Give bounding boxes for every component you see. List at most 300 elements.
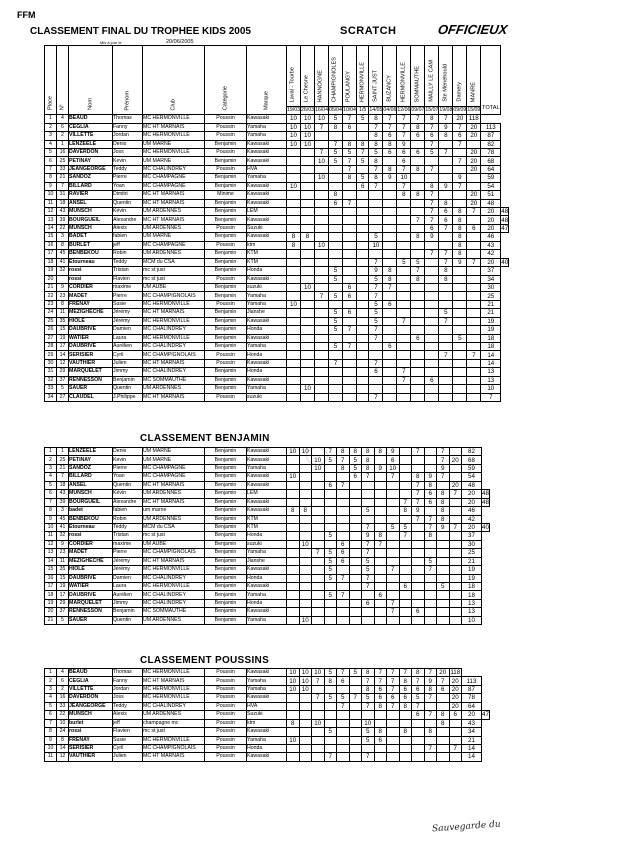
surname-cell: VAUTHIER — [69, 359, 113, 367]
table-row — [45, 448, 490, 456]
points-cell — [328, 283, 342, 291]
points-cell: 5 — [328, 309, 342, 317]
points-cell — [387, 540, 400, 548]
number-cell: 37 — [57, 608, 69, 616]
points-cell — [362, 515, 375, 523]
points-cell: 5 — [387, 523, 400, 531]
points-cell: 8 — [411, 123, 425, 131]
number-cell: 3 — [57, 507, 69, 515]
points-cell — [374, 549, 387, 557]
points-cell — [374, 481, 387, 489]
category-cell: Benjamin — [205, 464, 247, 472]
points-cell: 5 — [369, 309, 383, 317]
place-cell: 31 — [45, 368, 57, 376]
points-cell — [324, 473, 337, 481]
club-cell: MC HERMONVILLE — [143, 566, 205, 574]
club-cell: MC CHAMPAGNE — [143, 464, 205, 472]
points-cell: 10 — [287, 132, 301, 140]
surname-cell: MADET — [69, 292, 113, 300]
points-cell: 8 — [439, 199, 453, 207]
points-cell — [312, 566, 325, 574]
points-cell — [356, 385, 369, 393]
points-cell — [425, 317, 439, 325]
firstname-cell: fabien — [113, 233, 143, 241]
points-cell — [342, 376, 356, 384]
number-cell: 21 — [57, 464, 69, 472]
surname-cell: MARQUELET — [69, 599, 113, 607]
number-cell: 16 — [57, 694, 69, 702]
firstname-cell: jeff — [113, 241, 143, 249]
points-cell — [337, 685, 350, 693]
points-cell — [453, 385, 467, 393]
points-cell — [342, 317, 356, 325]
club-cell: MC CHAMPAGNE — [143, 473, 205, 481]
points-cell — [383, 191, 397, 199]
points-cell: 6 — [439, 208, 453, 216]
round-date: 16/04 — [314, 107, 328, 113]
points-cell — [437, 549, 450, 557]
club-cell: MC CHAMPIGNOLAIS — [143, 744, 205, 752]
points-cell: 8 — [362, 448, 375, 456]
points-cell: 5 — [369, 148, 383, 156]
points-cell: 6 — [424, 490, 437, 498]
surname-cell: BENBEKOU — [69, 515, 113, 523]
table-row — [45, 616, 490, 624]
surname-cell: DAVERDON — [69, 148, 113, 156]
points-cell: 5 — [425, 148, 439, 156]
date-label: Mis à jour le — [100, 40, 122, 45]
total-cell: 21 — [481, 309, 501, 317]
table-row — [45, 669, 490, 677]
points-cell: 8 — [337, 448, 350, 456]
brand-cell: LEM — [247, 208, 287, 216]
points-cell: 5 — [324, 694, 337, 702]
place-cell: 7 — [45, 498, 57, 506]
points-cell — [287, 702, 300, 710]
place-cell: 2 — [45, 456, 57, 464]
points-cell: 7 — [383, 115, 397, 123]
points-cell — [300, 326, 314, 334]
points-cell: 7 — [387, 677, 400, 685]
points-cell — [399, 448, 412, 456]
points-cell: 6 — [342, 292, 356, 300]
points-cell: 7 — [362, 702, 375, 710]
points-cell — [449, 540, 462, 548]
points-cell — [383, 309, 397, 317]
points-cell: 8 — [453, 216, 467, 224]
surname-cell: VILLETTE — [69, 685, 113, 693]
total-cell: 48 — [462, 481, 482, 489]
points-cell — [437, 540, 450, 548]
table-row — [45, 744, 490, 752]
points-cell: 5 — [362, 694, 375, 702]
firstname-cell: Yoan — [113, 182, 143, 190]
surname-cell: BOURGUEIL — [69, 216, 113, 224]
place-cell: 18 — [45, 591, 57, 599]
points-cell — [328, 351, 342, 359]
points-cell — [324, 608, 337, 616]
points-cell — [437, 481, 450, 489]
club-cell: MC HERMONVILLE — [143, 132, 205, 140]
points-cell — [342, 250, 356, 258]
firstname-cell: Kevin — [113, 157, 143, 165]
club-cell: champagne mc — [143, 719, 205, 727]
surname-cell: MEZIGHECHE — [69, 557, 113, 565]
points-cell — [374, 744, 387, 752]
surname-cell: HIOLE — [69, 566, 113, 574]
points-cell — [383, 208, 397, 216]
points-cell — [425, 343, 439, 351]
surname-cell: VAUTHIER — [69, 753, 113, 761]
points-cell — [425, 351, 439, 359]
points-cell — [312, 599, 325, 607]
points-cell — [397, 241, 411, 249]
points-cell — [337, 599, 350, 607]
points-cell: 5 — [439, 309, 453, 317]
points-cell — [412, 532, 425, 540]
total-cell: 13 — [481, 368, 501, 376]
points-cell — [437, 753, 450, 761]
place-cell: 32 — [45, 376, 57, 384]
firstname-cell: Alexis — [113, 711, 143, 719]
points-cell — [287, 275, 301, 283]
total-cell: 21 — [462, 736, 482, 744]
points-cell: 7 — [397, 368, 411, 376]
points-cell — [362, 608, 375, 616]
points-cell — [467, 182, 481, 190]
points-cell — [467, 275, 481, 283]
points-cell — [369, 343, 383, 351]
points-cell: 5 — [362, 557, 375, 565]
place-cell: 14 — [45, 557, 57, 565]
points-cell: 7 — [412, 481, 425, 489]
place-cell: 4 — [45, 140, 57, 148]
points-cell: 20 — [467, 199, 481, 207]
brand-cell: Yamaha — [247, 132, 287, 140]
table-row — [45, 385, 509, 393]
number-cell: 21 — [57, 174, 69, 182]
points-cell — [449, 532, 462, 540]
points-cell — [328, 165, 342, 173]
points-cell: 7 — [411, 216, 425, 224]
points-cell — [342, 334, 356, 342]
number-cell: 4 — [57, 115, 69, 123]
points-cell — [356, 393, 369, 401]
surname-cell: DAUBRIVE — [69, 574, 113, 582]
points-cell: 9 — [424, 473, 437, 481]
total-cell: 18 — [462, 591, 482, 599]
total-cell: 54 — [462, 473, 482, 481]
points-cell — [412, 549, 425, 557]
round-name: HANNOGNE — [317, 69, 324, 102]
points-cell: 10 — [312, 669, 325, 677]
points-cell — [299, 744, 312, 752]
table-row — [45, 736, 490, 744]
round-header — [287, 46, 301, 107]
points-cell — [312, 473, 325, 481]
round-name: SAINT JUST — [372, 70, 379, 102]
firstname-cell: Jérémy — [113, 566, 143, 574]
place-cell: 5 — [45, 702, 57, 710]
total-cell: 64 — [462, 702, 482, 710]
points-cell — [300, 334, 314, 342]
points-cell: 10 — [314, 115, 328, 123]
points-cell — [300, 224, 314, 232]
category-cell: Poussin — [205, 241, 247, 249]
points-cell: 7 — [424, 744, 437, 752]
surname-cell: BEAUD — [69, 669, 113, 677]
points-cell — [287, 728, 300, 736]
points-cell: 7 — [424, 711, 437, 719]
points-cell — [383, 393, 397, 401]
brand-cell: KTM — [247, 250, 287, 258]
firstname-cell: Susie — [113, 300, 143, 308]
points-cell — [399, 719, 412, 727]
round-name: MANRE — [470, 81, 477, 102]
points-cell: 5 — [328, 326, 342, 334]
category-cell: Poussin — [205, 685, 247, 693]
points-cell — [337, 753, 350, 761]
points-cell — [387, 719, 400, 727]
place-cell: 20 — [45, 275, 57, 283]
points-cell — [412, 736, 425, 744]
points-cell — [287, 309, 301, 317]
points-cell — [299, 574, 312, 582]
points-cell: 5 — [342, 148, 356, 156]
category-cell: Poussin — [205, 669, 247, 677]
points-cell: 20 — [467, 157, 481, 165]
points-cell — [287, 351, 301, 359]
firstname-cell: Julien — [113, 753, 143, 761]
points-cell — [453, 309, 467, 317]
points-cell: 8 — [424, 728, 437, 736]
points-cell — [287, 292, 301, 300]
points-cell — [467, 216, 481, 224]
points-cell — [349, 498, 362, 506]
number-cell: 2 — [57, 132, 69, 140]
points-cell: 10 — [287, 736, 300, 744]
points-cell — [328, 132, 342, 140]
club-cell: MC HERMONVILLE — [143, 685, 205, 693]
points-cell — [342, 132, 356, 140]
firstname-cell: Teddy — [113, 258, 143, 266]
club-cell: mc st just — [143, 728, 205, 736]
club-cell: UM MARNE — [143, 448, 205, 456]
points-cell: 8 — [411, 275, 425, 283]
points-cell: 20 — [481, 224, 501, 232]
surname-cell: PETINAY — [69, 157, 113, 165]
points-cell: 7 — [342, 157, 356, 165]
points-cell: 5 — [453, 334, 467, 342]
points-cell — [300, 216, 314, 224]
round-header — [328, 46, 342, 107]
place-cell: 15 — [45, 233, 57, 241]
points-cell — [424, 448, 437, 456]
points-cell: 6 — [387, 694, 400, 702]
surname-cell: BILLARD — [69, 182, 113, 190]
points-cell — [287, 174, 301, 182]
points-cell — [300, 343, 314, 351]
points-cell: 7 — [383, 283, 397, 291]
points-cell — [449, 753, 462, 761]
points-cell: 7 — [397, 115, 411, 123]
points-cell — [399, 608, 412, 616]
table-row — [45, 157, 509, 165]
total-cell: 10 — [462, 616, 482, 624]
brand-cell: Kawasaki — [247, 473, 287, 481]
points-cell: 20 — [449, 685, 462, 693]
points-cell: 7 — [387, 669, 400, 677]
points-cell — [467, 326, 481, 334]
category-cell: Benjamin — [205, 549, 247, 557]
points-cell — [449, 549, 462, 557]
points-cell: 10 — [300, 385, 314, 393]
points-cell: 8 — [437, 719, 450, 727]
points-cell — [324, 711, 337, 719]
points-cell — [411, 343, 425, 351]
points-cell: 7 — [342, 165, 356, 173]
category-cell: Benjamin — [205, 140, 247, 148]
place-cell: 18 — [45, 258, 57, 266]
firstname-cell: Alexis — [113, 224, 143, 232]
total-cell: 34 — [481, 275, 501, 283]
club-cell: MC HERMONVILLE — [143, 334, 205, 342]
category-cell: Poussin — [205, 694, 247, 702]
firstname-cell: Jérémy — [113, 557, 143, 565]
club-cell: MC CHAMPIGNOLAIS — [143, 549, 205, 557]
points-cell — [425, 334, 439, 342]
total-cell: 47 — [482, 711, 489, 719]
points-cell — [349, 744, 362, 752]
brand-cell: Kawasaki — [247, 148, 287, 156]
points-cell — [439, 233, 453, 241]
points-cell — [439, 334, 453, 342]
total-cell: 48 — [481, 199, 501, 207]
points-cell: 8 — [342, 140, 356, 148]
table-row — [45, 267, 509, 275]
category-cell: Benjamin — [205, 448, 247, 456]
firstname-cell: Pierre — [113, 292, 143, 300]
place-cell: 24 — [45, 309, 57, 317]
points-cell — [356, 368, 369, 376]
points-cell — [383, 250, 397, 258]
points-cell — [374, 583, 387, 591]
points-cell — [312, 711, 325, 719]
points-cell: 6 — [342, 123, 356, 131]
points-cell — [337, 507, 350, 515]
points-cell — [437, 616, 450, 624]
category-cell: Poussin — [205, 115, 247, 123]
points-cell: 6 — [337, 557, 350, 565]
category-cell: Benjamin — [205, 376, 247, 384]
points-cell: 6 — [399, 685, 412, 693]
points-cell — [374, 490, 387, 498]
total-cell: 13 — [462, 608, 482, 616]
brand-cell: Kawasaki — [247, 728, 287, 736]
points-cell — [453, 343, 467, 351]
points-cell — [287, 216, 301, 224]
points-cell: 6 — [383, 343, 397, 351]
points-cell: 8 — [324, 677, 337, 685]
points-cell — [439, 283, 453, 291]
club-cell: MC HERMONVILLE — [143, 115, 205, 123]
points-cell — [314, 385, 328, 393]
number-cell: 5 — [57, 616, 69, 624]
total-cell: 46 — [481, 233, 501, 241]
points-cell — [314, 368, 328, 376]
points-cell: 7 — [425, 191, 439, 199]
club-cell: UM ARDENNES — [143, 224, 205, 232]
place-cell: 28 — [45, 343, 57, 351]
column-header-prenom — [113, 46, 143, 115]
club-cell: MC SOMMAUTHE — [143, 376, 205, 384]
points-cell — [342, 300, 356, 308]
table-row — [45, 490, 490, 498]
round-name: Damery — [456, 82, 463, 102]
points-cell: 7 — [387, 599, 400, 607]
firstname-cell: J.Philippe — [113, 393, 143, 401]
club-cell: MC HT MARNAIS — [143, 557, 205, 565]
points-cell — [299, 753, 312, 761]
table-row — [45, 300, 509, 308]
points-cell — [453, 275, 467, 283]
points-cell — [324, 719, 337, 727]
table-row — [45, 376, 509, 384]
points-cell: 9 — [374, 464, 387, 472]
points-cell — [300, 258, 314, 266]
points-cell — [397, 326, 411, 334]
firstname-cell: Susie — [113, 736, 143, 744]
firstname-cell: Joss — [113, 694, 143, 702]
points-cell — [362, 711, 375, 719]
points-cell — [362, 616, 375, 624]
points-cell — [300, 199, 314, 207]
points-cell: 9 — [424, 677, 437, 685]
points-cell — [314, 317, 328, 325]
firstname-cell: Pierre — [113, 174, 143, 182]
points-cell — [349, 583, 362, 591]
points-cell — [342, 359, 356, 367]
points-cell — [314, 191, 328, 199]
points-cell — [287, 566, 300, 574]
total-cell: 59 — [481, 174, 501, 182]
points-cell — [439, 393, 453, 401]
points-cell: 7 — [312, 549, 325, 557]
firstname-cell: Tristan — [113, 532, 143, 540]
points-cell — [425, 326, 439, 334]
points-cell — [439, 165, 453, 173]
points-cell: 7 — [342, 199, 356, 207]
category-cell: Poussin — [205, 393, 247, 401]
points-cell — [287, 267, 301, 275]
place-cell: 13 — [45, 216, 57, 224]
points-cell: 7 — [453, 123, 467, 131]
points-cell — [397, 250, 411, 258]
club-cell: MC CHAMPAGNE — [143, 241, 205, 249]
points-cell — [449, 574, 462, 582]
scratch-label: SCRATCH — [340, 25, 397, 37]
points-cell: 8 — [412, 669, 425, 677]
points-cell — [387, 557, 400, 565]
points-cell: 5 — [324, 532, 337, 540]
points-cell — [453, 283, 467, 291]
points-cell — [467, 385, 481, 393]
benjamin-table — [44, 447, 490, 625]
points-cell: 7 — [369, 283, 383, 291]
club-cell: UM AUBE — [143, 540, 205, 548]
points-cell: 7 — [439, 115, 453, 123]
points-cell — [337, 515, 350, 523]
